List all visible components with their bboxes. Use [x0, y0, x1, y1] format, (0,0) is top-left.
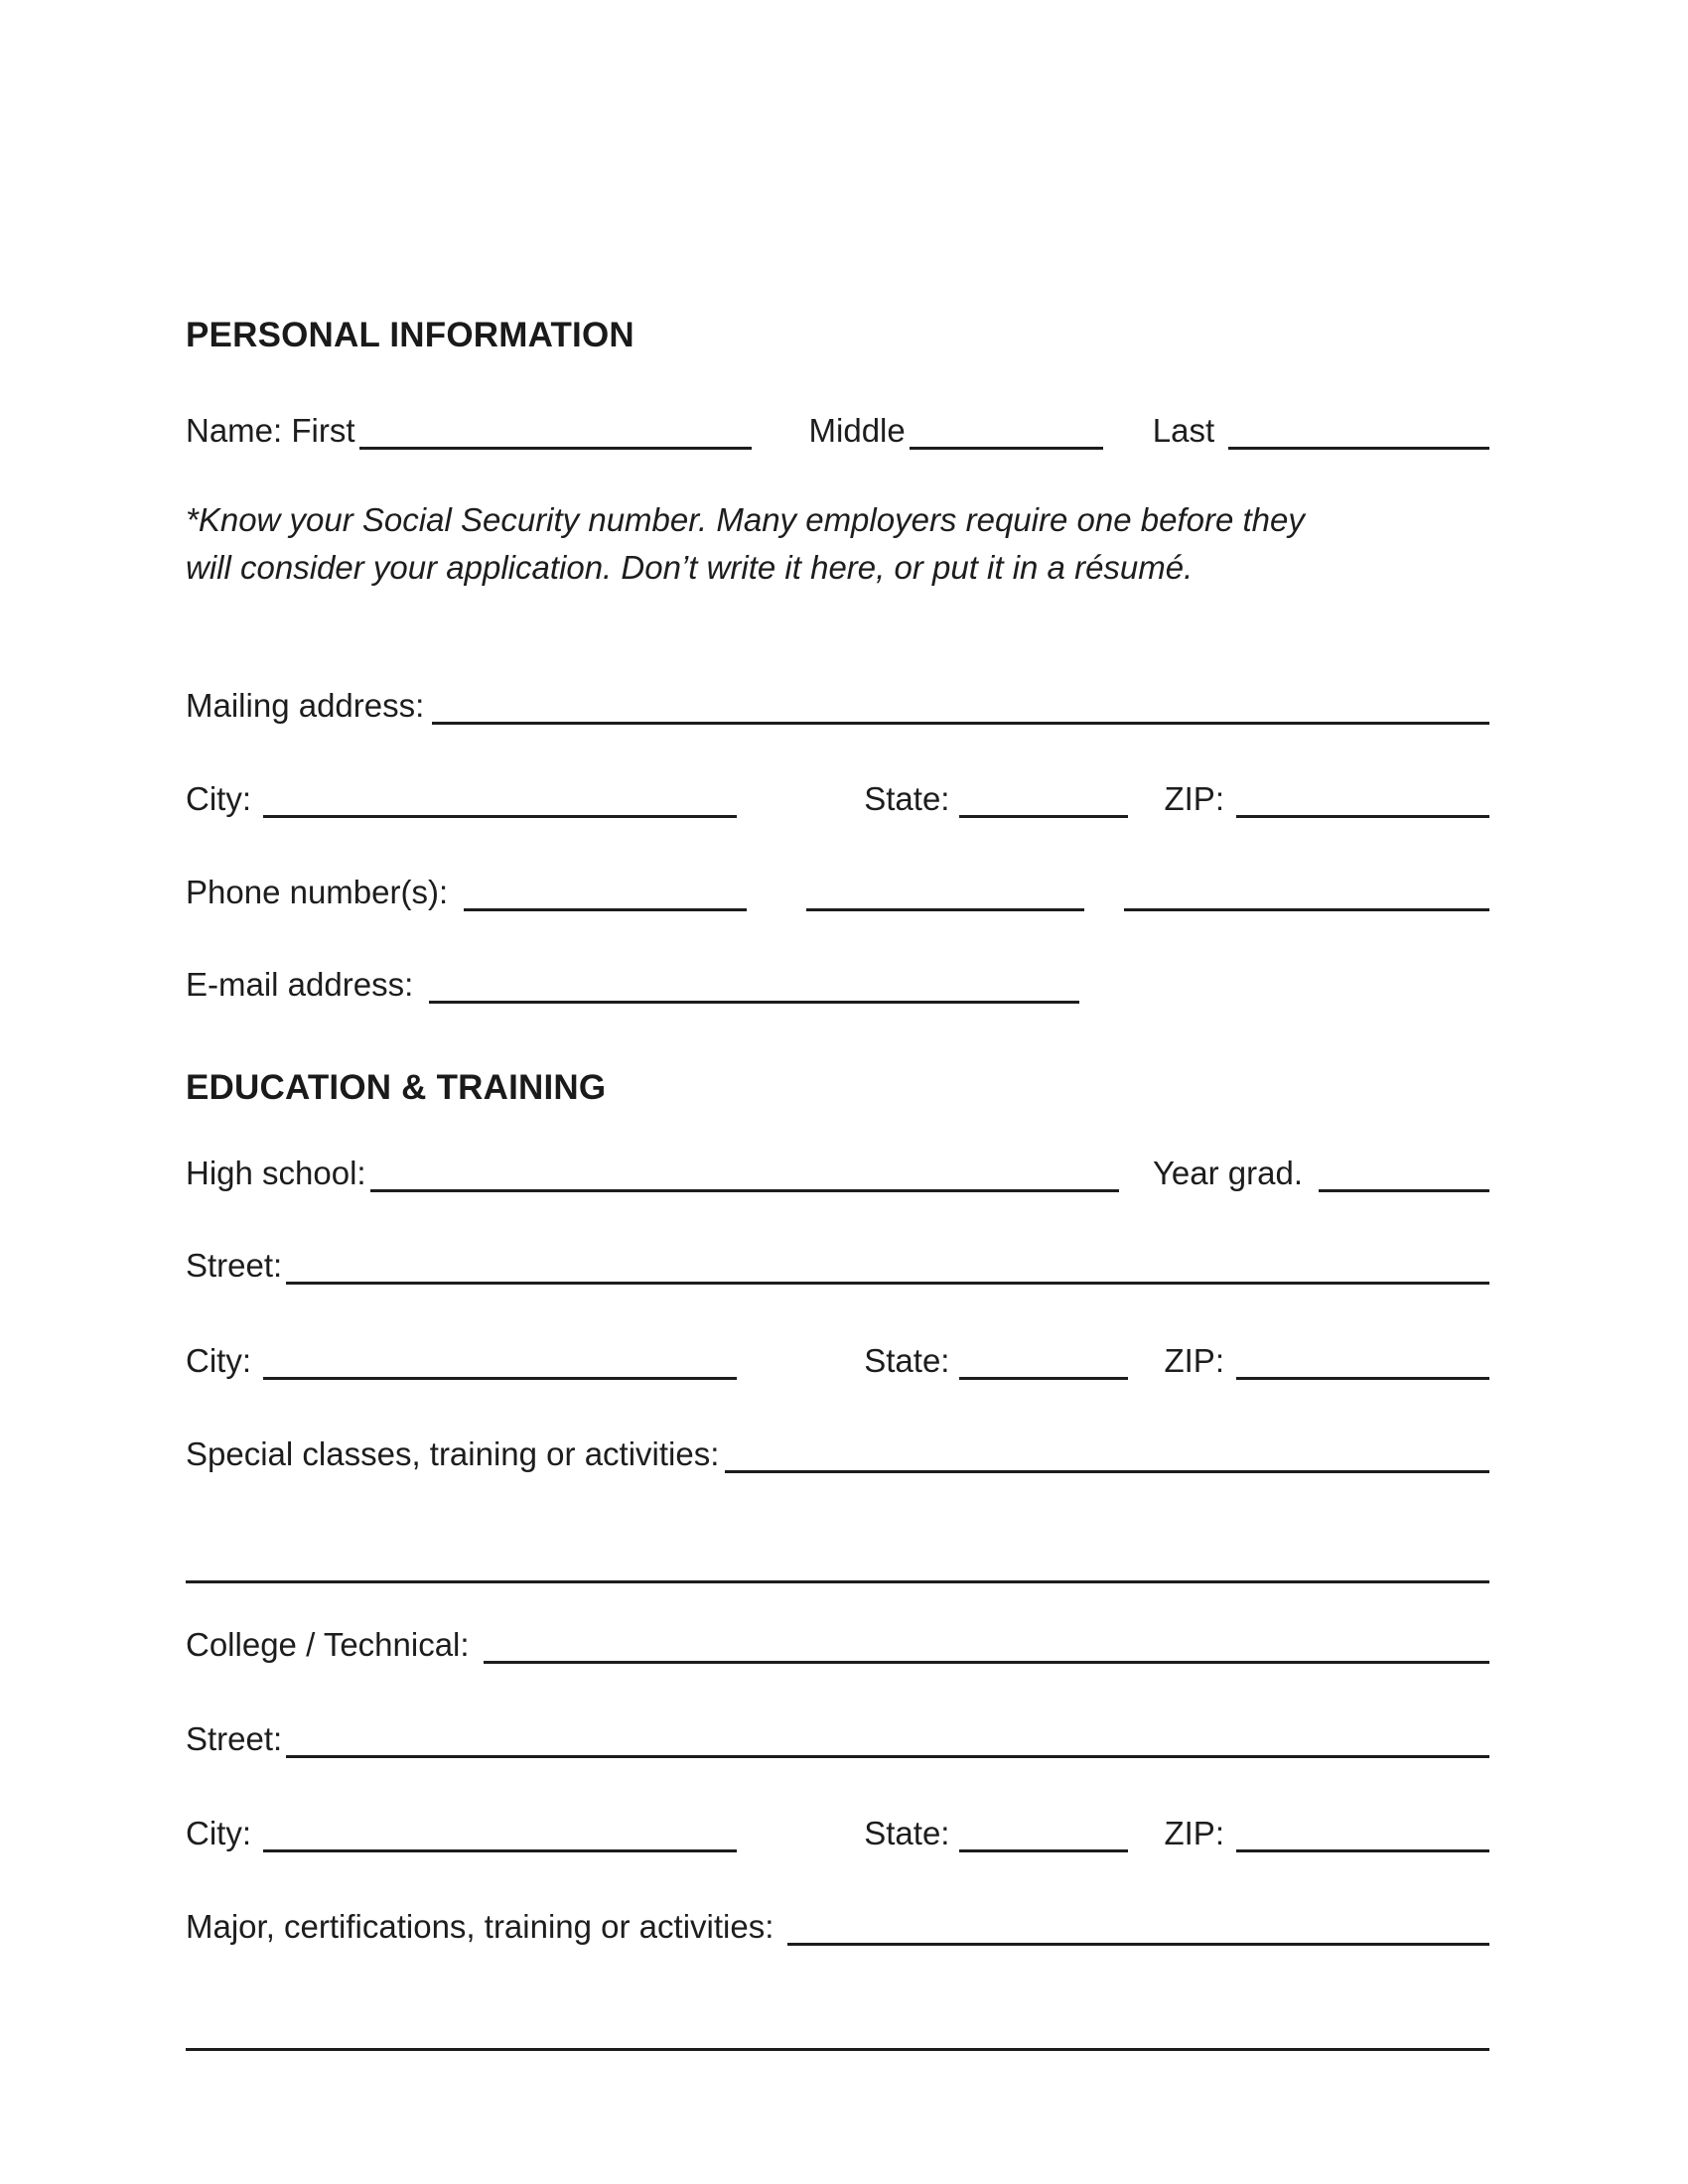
hs-city-field-line [263, 1367, 737, 1380]
email-label: E-mail address: [186, 966, 414, 1003]
section-heading-personal: PERSONAL INFORMATION [186, 316, 634, 354]
phone-field-line-1 [464, 898, 747, 911]
college-street-row [186, 1720, 1489, 1758]
personal-city-state-zip-row [186, 780, 1489, 818]
college-row [186, 1626, 1489, 1664]
special-classes-label: Special classes, training or activities: [186, 1435, 720, 1472]
college-zip-field-line [1236, 1840, 1489, 1852]
email-row [186, 966, 1489, 1004]
hs-street-row [186, 1247, 1489, 1285]
college-street-field-line [286, 1745, 1489, 1758]
ssn-note-line-2: will consider your application. Don’t write it here, or put it in a résumé. [186, 549, 1194, 586]
ssn-note [186, 496, 1506, 592]
phone-field-line-3 [1124, 898, 1489, 911]
high-school-row [186, 1155, 1489, 1192]
first-name-field-line [359, 437, 752, 450]
city-label: City: [186, 1342, 251, 1379]
phone-row [186, 874, 1489, 911]
high-school-field-line [370, 1179, 1119, 1192]
college-state-field-line [959, 1840, 1128, 1852]
zip-label: ZIP: [1164, 1342, 1224, 1379]
city-label: City: [186, 1815, 251, 1851]
state-label: State: [864, 1342, 950, 1379]
ssn-note-line-1: *Know your Social Security number. Many employers require one before they [186, 501, 1305, 538]
college-field-line [484, 1651, 1489, 1664]
hs-city-state-zip-row [186, 1342, 1489, 1380]
mailing-address-row [186, 687, 1489, 725]
special-classes-row [186, 1435, 1489, 1473]
college-city-field-line [263, 1840, 737, 1852]
high-school-label: High school: [186, 1155, 366, 1191]
state-label: State: [864, 780, 950, 817]
hs-street-field-line [286, 1272, 1489, 1285]
college-city-state-zip-row [186, 1815, 1489, 1852]
major-label: Major, certifications, training or activities: [186, 1908, 774, 1945]
city-label: City: [186, 780, 251, 817]
phone-label: Phone number(s): [186, 874, 449, 910]
major-field-line [787, 1933, 1489, 1946]
street-label: Street: [186, 1247, 283, 1284]
mailing-address-field-line [432, 712, 1489, 725]
hs-state-field-line [959, 1367, 1128, 1380]
college-label: College / Technical: [186, 1626, 470, 1663]
last-name-field-line [1228, 437, 1489, 450]
major-row [186, 1908, 1489, 1946]
section-heading-education: EDUCATION & TRAINING [186, 1068, 607, 1107]
name-first-label: Name: First [186, 412, 355, 449]
zip-label: ZIP: [1164, 780, 1224, 817]
major-continuation-line [186, 2048, 1489, 2051]
year-grad-field-line [1319, 1179, 1489, 1192]
zip-label: ZIP: [1164, 1815, 1224, 1851]
state-field-line [959, 805, 1128, 818]
zip-field-line [1236, 805, 1489, 818]
last-name-label: Last [1152, 412, 1215, 449]
phone-field-line-2 [806, 898, 1084, 911]
middle-name-field-line [910, 437, 1103, 450]
city-field-line [263, 805, 737, 818]
street-label: Street: [186, 1720, 283, 1757]
special-classes-continuation-line [186, 1580, 1489, 1583]
name-row [186, 412, 1489, 450]
mailing-address-label: Mailing address: [186, 687, 425, 724]
special-classes-field-line [725, 1460, 1489, 1473]
year-grad-label: Year grad. [1152, 1155, 1303, 1191]
hs-zip-field-line [1236, 1367, 1489, 1380]
middle-name-label: Middle [808, 412, 906, 449]
email-field-line [429, 991, 1079, 1004]
state-label: State: [864, 1815, 950, 1851]
